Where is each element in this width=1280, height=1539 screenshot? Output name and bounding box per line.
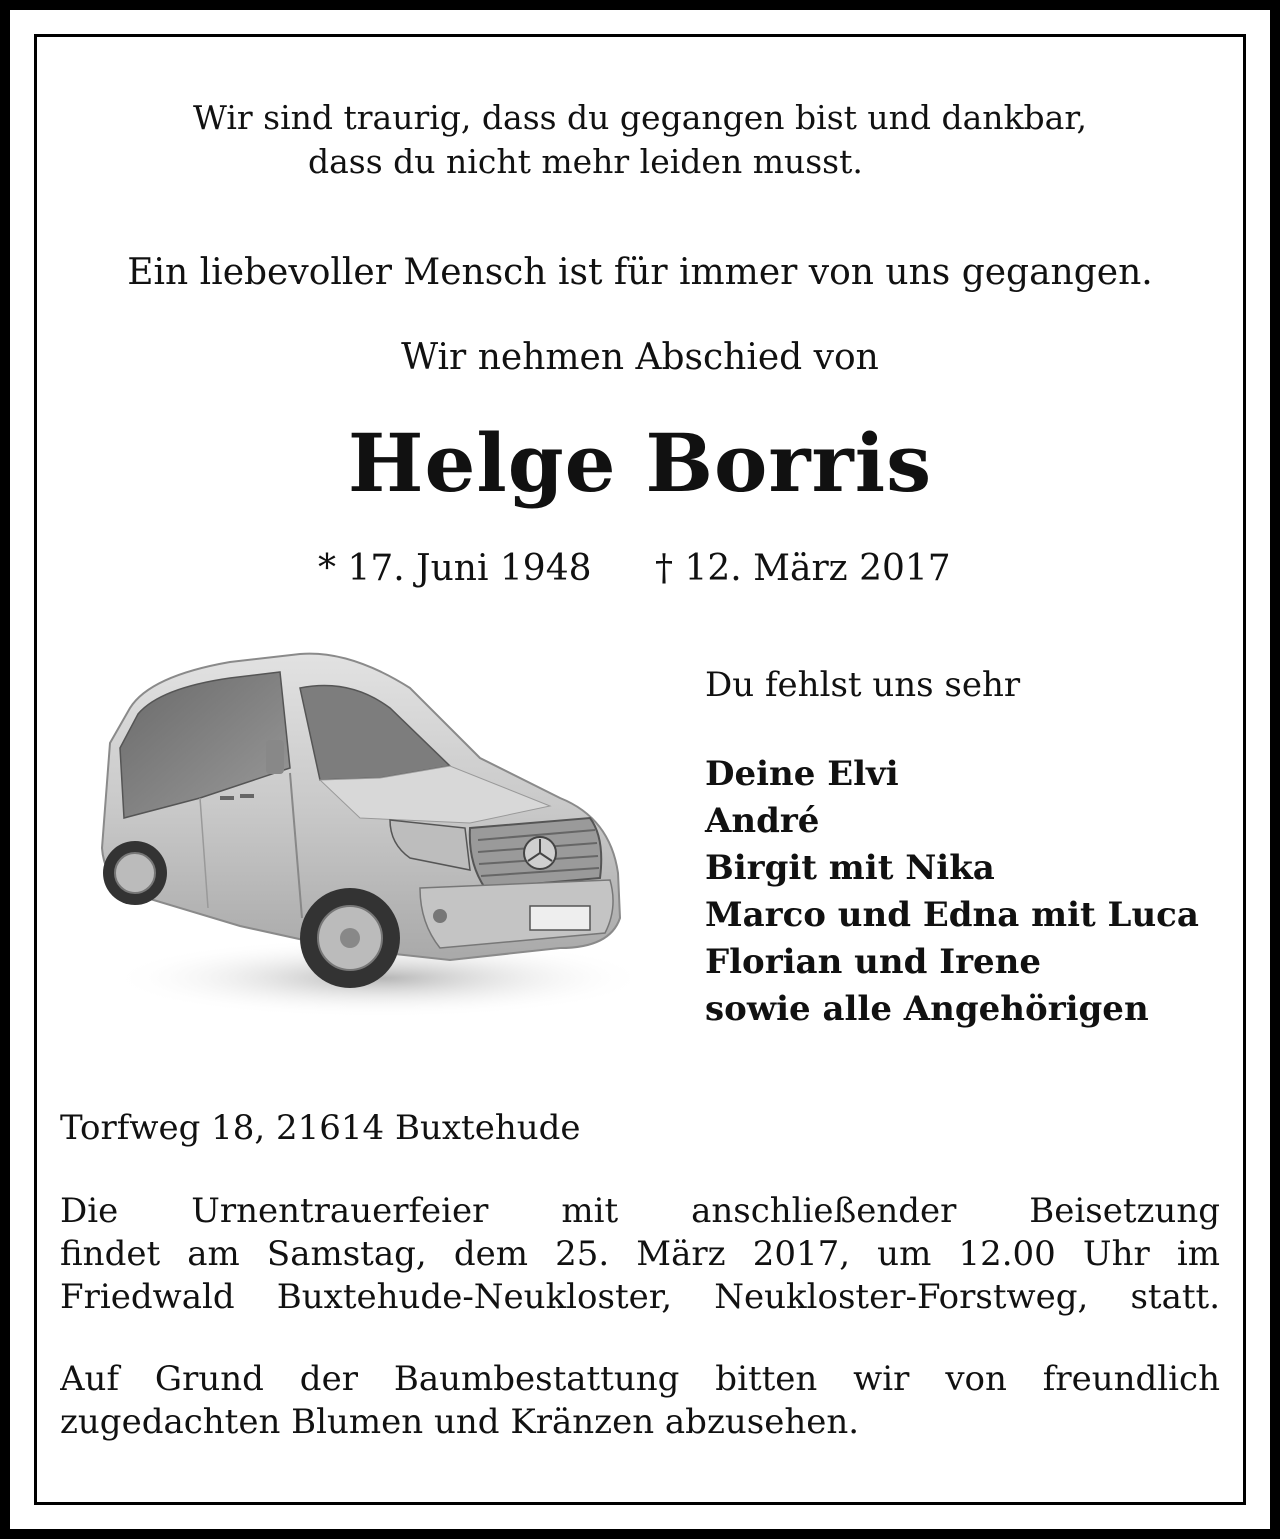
family-member: Marco und Edna mit Luca [705,895,1199,935]
ceremony-paragraph [60,1190,1220,1319]
quote-line-2: dass du nicht mehr leiden musst. [308,142,863,181]
flowers-line: Auf Grund der Baumbestattung bitten wir von freundlich [60,1359,1220,1399]
minibus-photo-icon [90,648,630,1028]
farewell-text: Wir nehmen Abschied von [401,337,879,378]
quote-line-1: Wir sind traurig, dass du gegangen bist und dankbar, [192,98,1087,137]
family-member: André [705,801,820,841]
family-member: Deine Elvi [705,754,899,794]
miss-text: Du fehlst uns sehr [705,665,1021,705]
headline: Ein liebevoller Mensch ist für immer von uns gegangen. [127,252,1153,293]
death-date: † 12. März 2017 [655,548,951,589]
ceremony-line: Friedwald Buxtehude-Neukloster, Neukloster-Forstweg, statt. [60,1277,1220,1317]
family-member: Florian und Irene [705,942,1041,982]
birth-date: * 17. Juni 1948 [318,548,592,589]
family-member: sowie alle Angehörigen [705,989,1149,1029]
flowers-line: zugedachten Blumen und Kränzen abzusehen. [60,1402,860,1442]
address: Torfweg 18, 21614 Buxtehude [60,1108,581,1148]
ceremony-line: findet am Samstag, dem 25. März 2017, um 12.00 Uhr im [60,1234,1220,1274]
flowers-paragraph [60,1358,1220,1444]
deceased-name: Helge Borris [347,416,933,510]
family-member: Birgit mit Nika [705,848,995,888]
ceremony-line: Die Urnentrauerfeier mit anschließender Beisetzung [60,1191,1220,1231]
